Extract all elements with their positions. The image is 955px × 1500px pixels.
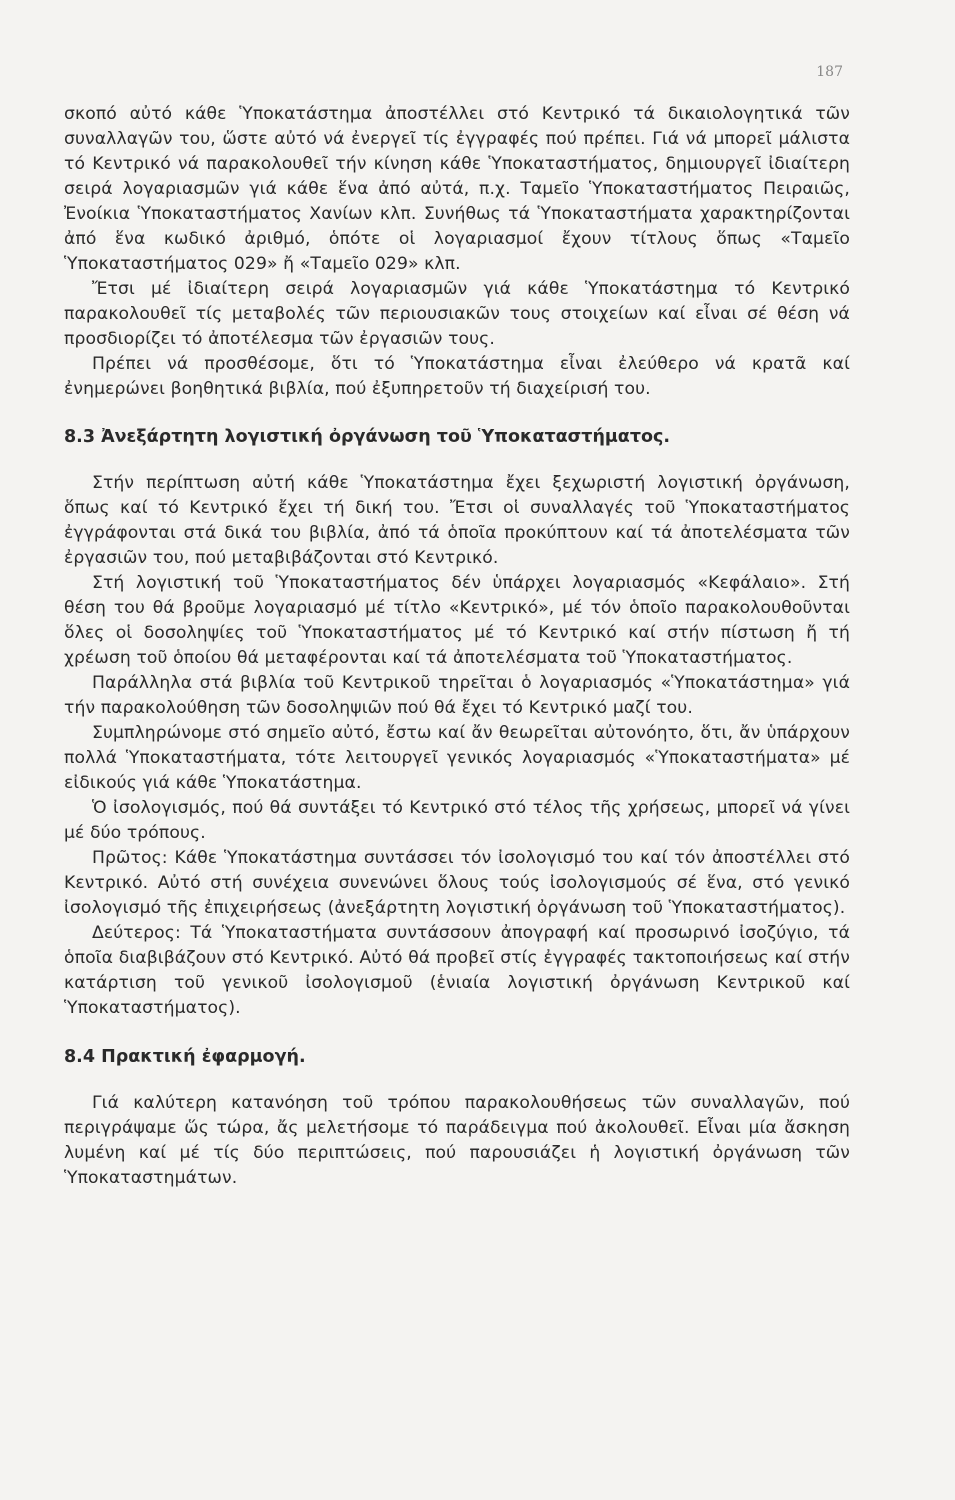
section-heading-8-3: 8.3 Ἀνεξάρτητη λογιστική ὀργάνωση τοῦ Ὑποκαταστήματος. bbox=[64, 427, 671, 447]
paragraph: Ὁ ἰσολογισμός, πού θά συντάξει τό Κεντρικό στό τέλος τῆς χρήσεως, μπορεῖ νά γίνει μέ δύο τρόπους. bbox=[64, 798, 850, 843]
paragraph: Πρῶτος: Κάθε Ὑποκατάστημα συντάσσει τόν ἰσολογισμό του καί τόν ἀποστέλλει στό Κεντρικό. Αὐτό στή συνέχεια συνενώνει ὅλους τούς ἰσολογισμούς σέ ἕνα, στό γενικό ἰσολογισμό τῆς ἐπιχειρήσεως (ἀνεξάρτητη λογιστική ὀργάνωση τοῦ Ὑποκαταστήματος). bbox=[64, 848, 850, 918]
page-content bbox=[64, 102, 850, 1191]
paragraph: σκοπό αὐτό κάθε Ὑποκατάστημα ἀποστέλλει στό Κεντρικό τά δικαιολογητικά τῶν συναλλαγῶν του, ὥστε αὐτό νά ἐνεργεῖ τίς ἐγγραφές πού πρέπει. Γιά νά μπορεῖ μάλιστα τό Κεντρικό νά παρακολουθεῖ τήν κίνηση κάθε Ὑποκαταστήματος, δημιουργεῖ ἰδιαίτερη σειρά λογαριασμῶν γιά κάθε ἕνα ἀπό αὐτά, π.χ. Ταμεῖο Ὑποκαταστήματος Πειραιῶς, Ἐνοίκια Ὑποκαταστήματος Χανίων κλπ. Συνήθως τά Ὑποκαταστήματα χαρακτηρίζονται ἀπό ἕνα κωδικό ἀριθμό, ὁπότε οἱ λογαριασμοί ἔχουν τίτλους ὅπως «Ταμεῖο Ὑποκαταστήματος 029» ἤ «Ταμεῖο 029» κλπ. bbox=[64, 104, 850, 274]
paragraph: Πρέπει νά προσθέσομε, ὅτι τό Ὑποκατάστημα εἶναι ἐλεύθερο νά κρατᾶ καί ἐνημερώνει βοηθητικά βιβλία, πού ἐξυπηρετοῦν τή διαχείρισή του. bbox=[64, 354, 850, 399]
paragraph: Στή λογιστική τοῦ Ὑποκαταστήματος δέν ὑπάρχει λογαριασμός «Κεφάλαιο». Στή θέση του θά βροῦμε λογαριασμό μέ τίτλο «Κεντρικό», μέ τόν ὁποῖο παρακολουθοῦνται ὅλες οἱ δοσοληψίες τοῦ Ὑποκαταστήματος μέ τό Κεντρικό καί στήν πίστωση ἤ τή χρέωση τοῦ ὁποίου θά μεταφέρονται καί τά ἀποτελέσματα τοῦ Ὑποκαταστήματος. bbox=[64, 573, 850, 668]
paragraph: Ἔτσι μέ ἰδιαίτερη σειρά λογαριασμῶν γιά κάθε Ὑποκατάστημα τό Κεντρικό παρακολουθεῖ τίς μεταβολές τῶν περιουσιακῶν τους στοιχείων καί εἶναι σέ θέση νά προσδιορίζει τό ἀποτέλεσμα τῶν ἐργασιῶν τους. bbox=[64, 279, 850, 349]
paragraph: Δεύτερος: Τά Ὑποκαταστήματα συντάσσουν ἀπογραφή καί προσωρινό ἰσοζύγιο, τά ὁποῖα διαβιβάζουν στό Κεντρικό. Αὐτό θά προβεῖ στίς ἐγγραφές τακτοποιήσεως καί στήν κατάρτιση τοῦ γενικοῦ ἰσολογισμοῦ (ἑνιαία λογιστική ὀργάνωση Κεντρικοῦ καί Ὑποκαταστήματος). bbox=[64, 923, 850, 1018]
section-heading-8-4: 8.4 Πρακτική ἐφαρμογή. bbox=[64, 1047, 306, 1067]
paragraph: Γιά καλύτερη κατανόηση τοῦ τρόπου παρακολουθήσεως τῶν συναλλαγῶν, πού περιγράψαμε ὥς τώρα, ἄς μελετήσομε τό παράδειγμα πού ἀκολουθεῖ. Εἶναι μία ἄσκηση λυμένη καί μέ τίς δύο περιπτώσεις, πού παρουσιάζει ἡ λογιστική ὀργάνωση τῶν Ὑποκαταστημάτων. bbox=[64, 1093, 850, 1188]
page-number: 187 bbox=[816, 64, 843, 80]
paragraph: Παράλληλα στά βιβλία τοῦ Κεντρικοῦ τηρεῖται ὁ λογαριασμός «Ὑποκατάστημα» γιά τήν παρακολούθηση τῶν δοσοληψιῶν πού θά ἔχει τό Κεντρικό μαζί του. bbox=[64, 673, 850, 718]
paragraph: Συμπληρώνομε στό σημεῖο αὐτό, ἔστω καί ἄν θεωρεῖται αὐτονόητο, ὅτι, ἄν ὑπάρχουν πολλά Ὑποκαταστήματα, τότε λειτουργεῖ γενικός λογαριασμός «Ὑποκαταστήματα» μέ εἰδικούς γιά κάθε Ὑποκατάστημα. bbox=[64, 723, 850, 793]
paragraph: Στήν περίπτωση αὐτή κάθε Ὑποκατάστημα ἔχει ξεχωριστή λογιστική ὀργάνωση, ὅπως καί τό Κεντρικό ἔχει τή δική του. Ἔτσι οἱ συναλλαγές τοῦ Ὑποκαταστήματος ἐγγράφονται στά δικά του βιβλία, ἀπό τά ὁποῖα προκύπτουν καί τά ἀποτελέσματα τῶν ἐργασιῶν του, πού μεταβιβάζονται στό Κεντρικό. bbox=[64, 473, 850, 568]
